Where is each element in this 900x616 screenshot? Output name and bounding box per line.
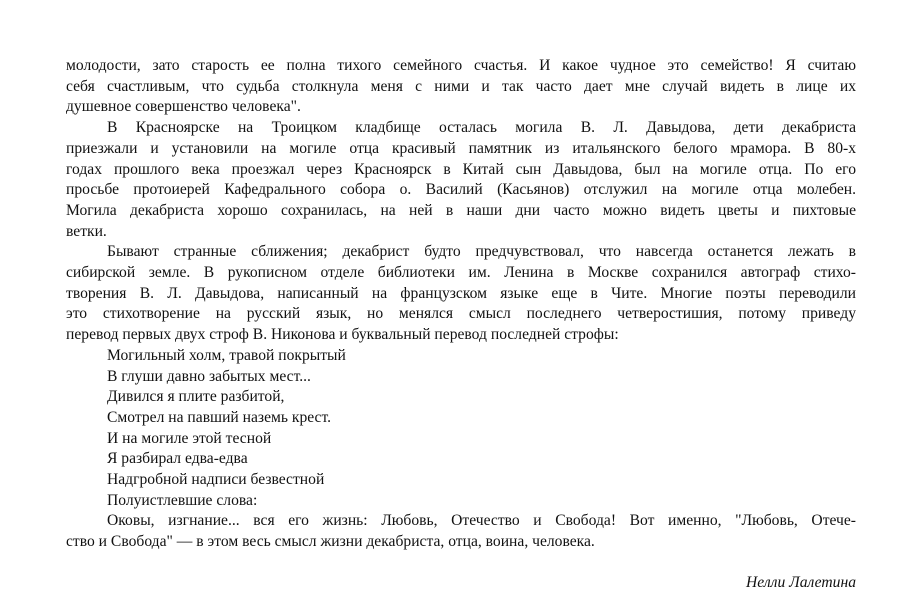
text-line: годах прошлого века проезжал через Красноярск в Китай сын Давыдова, был на могиле отца. По его <box>66 160 856 178</box>
closing-paragraph <box>66 511 856 552</box>
poem <box>66 346 856 512</box>
text-line: творения В. Л. Давыдова, написанный на французском языке еще в Чите. Многие поэты переводили <box>66 284 856 302</box>
text-line: В Красноярске на Троицком кладбище осталась могила В. Л. Давыдова, дети декабриста <box>107 119 856 137</box>
text-line: перевод первых двух строф В. Никонова и буквальный перевод последней строфы: <box>66 326 619 344</box>
poem-line: Я разбирал едва-едва <box>107 450 248 468</box>
paragraph-3 <box>66 242 856 346</box>
text-line: молодости, зато старость ее полна тихого семейного счастья. И какое чудное это семейство! Я считаю <box>66 57 856 74</box>
poem-line: В глуши давно забытых мест... <box>107 367 311 385</box>
text-line: Бывают странные сближения; декабрист будто предчувствовал, что навсегда останется лежать в <box>107 243 856 261</box>
text-line: ветки. <box>66 222 107 240</box>
text-line: сибирской земле. В рукописном отделе библиотеки им. Ленина в Москве сохранился автограф стихо- <box>66 264 856 282</box>
poem-line: Полуистлевшие слова: <box>107 491 258 509</box>
poem-line: Дивился я плите разбитой, <box>107 388 285 406</box>
poem-line: Смотрел на павший наземь крест. <box>107 408 332 426</box>
text-line: себя счастливым, что судьба столкнула меня с ними и так часто дает мне случай видеть в лице их <box>66 77 856 95</box>
paragraph-1 <box>66 56 856 118</box>
poem-line: Надгробной надписи безвестной <box>107 471 325 489</box>
document-body <box>66 56 856 553</box>
paragraph-2 <box>66 118 856 242</box>
text-line: приезжали и установили на могиле отца красивый памятник из итальянского белого мрамора. В 80-х <box>66 139 856 157</box>
poem-line: Могильный холм, травой покрытый <box>107 346 346 364</box>
text-line: Могила декабриста хорошо сохранилась, на ней в наши дни часто можно видеть цветы и пихтовые <box>66 201 856 219</box>
text-line: это стихотворение на русский язык, но менялся смысл последнего четверостишия, потому приведу <box>66 305 856 323</box>
author-signature: Нелли Лалетина <box>746 574 856 591</box>
text-line: душевное совершенство человека". <box>66 98 301 116</box>
text-line: Оковы, изгнание... вся его жизнь: Любовь, Отечество и Свобода! Вот именно, "Любовь, Отече- <box>107 512 856 530</box>
poem-line: И на могиле этой тесной <box>107 429 272 447</box>
text-line: просьбе протоиерей Кафедрального собора о. Василий (Касьянов) отслужил на могиле отца молебен. <box>66 181 856 199</box>
text-line: ство и Свобода" — в этом весь смысл жизни декабриста, отца, воина, человека. <box>66 533 595 551</box>
